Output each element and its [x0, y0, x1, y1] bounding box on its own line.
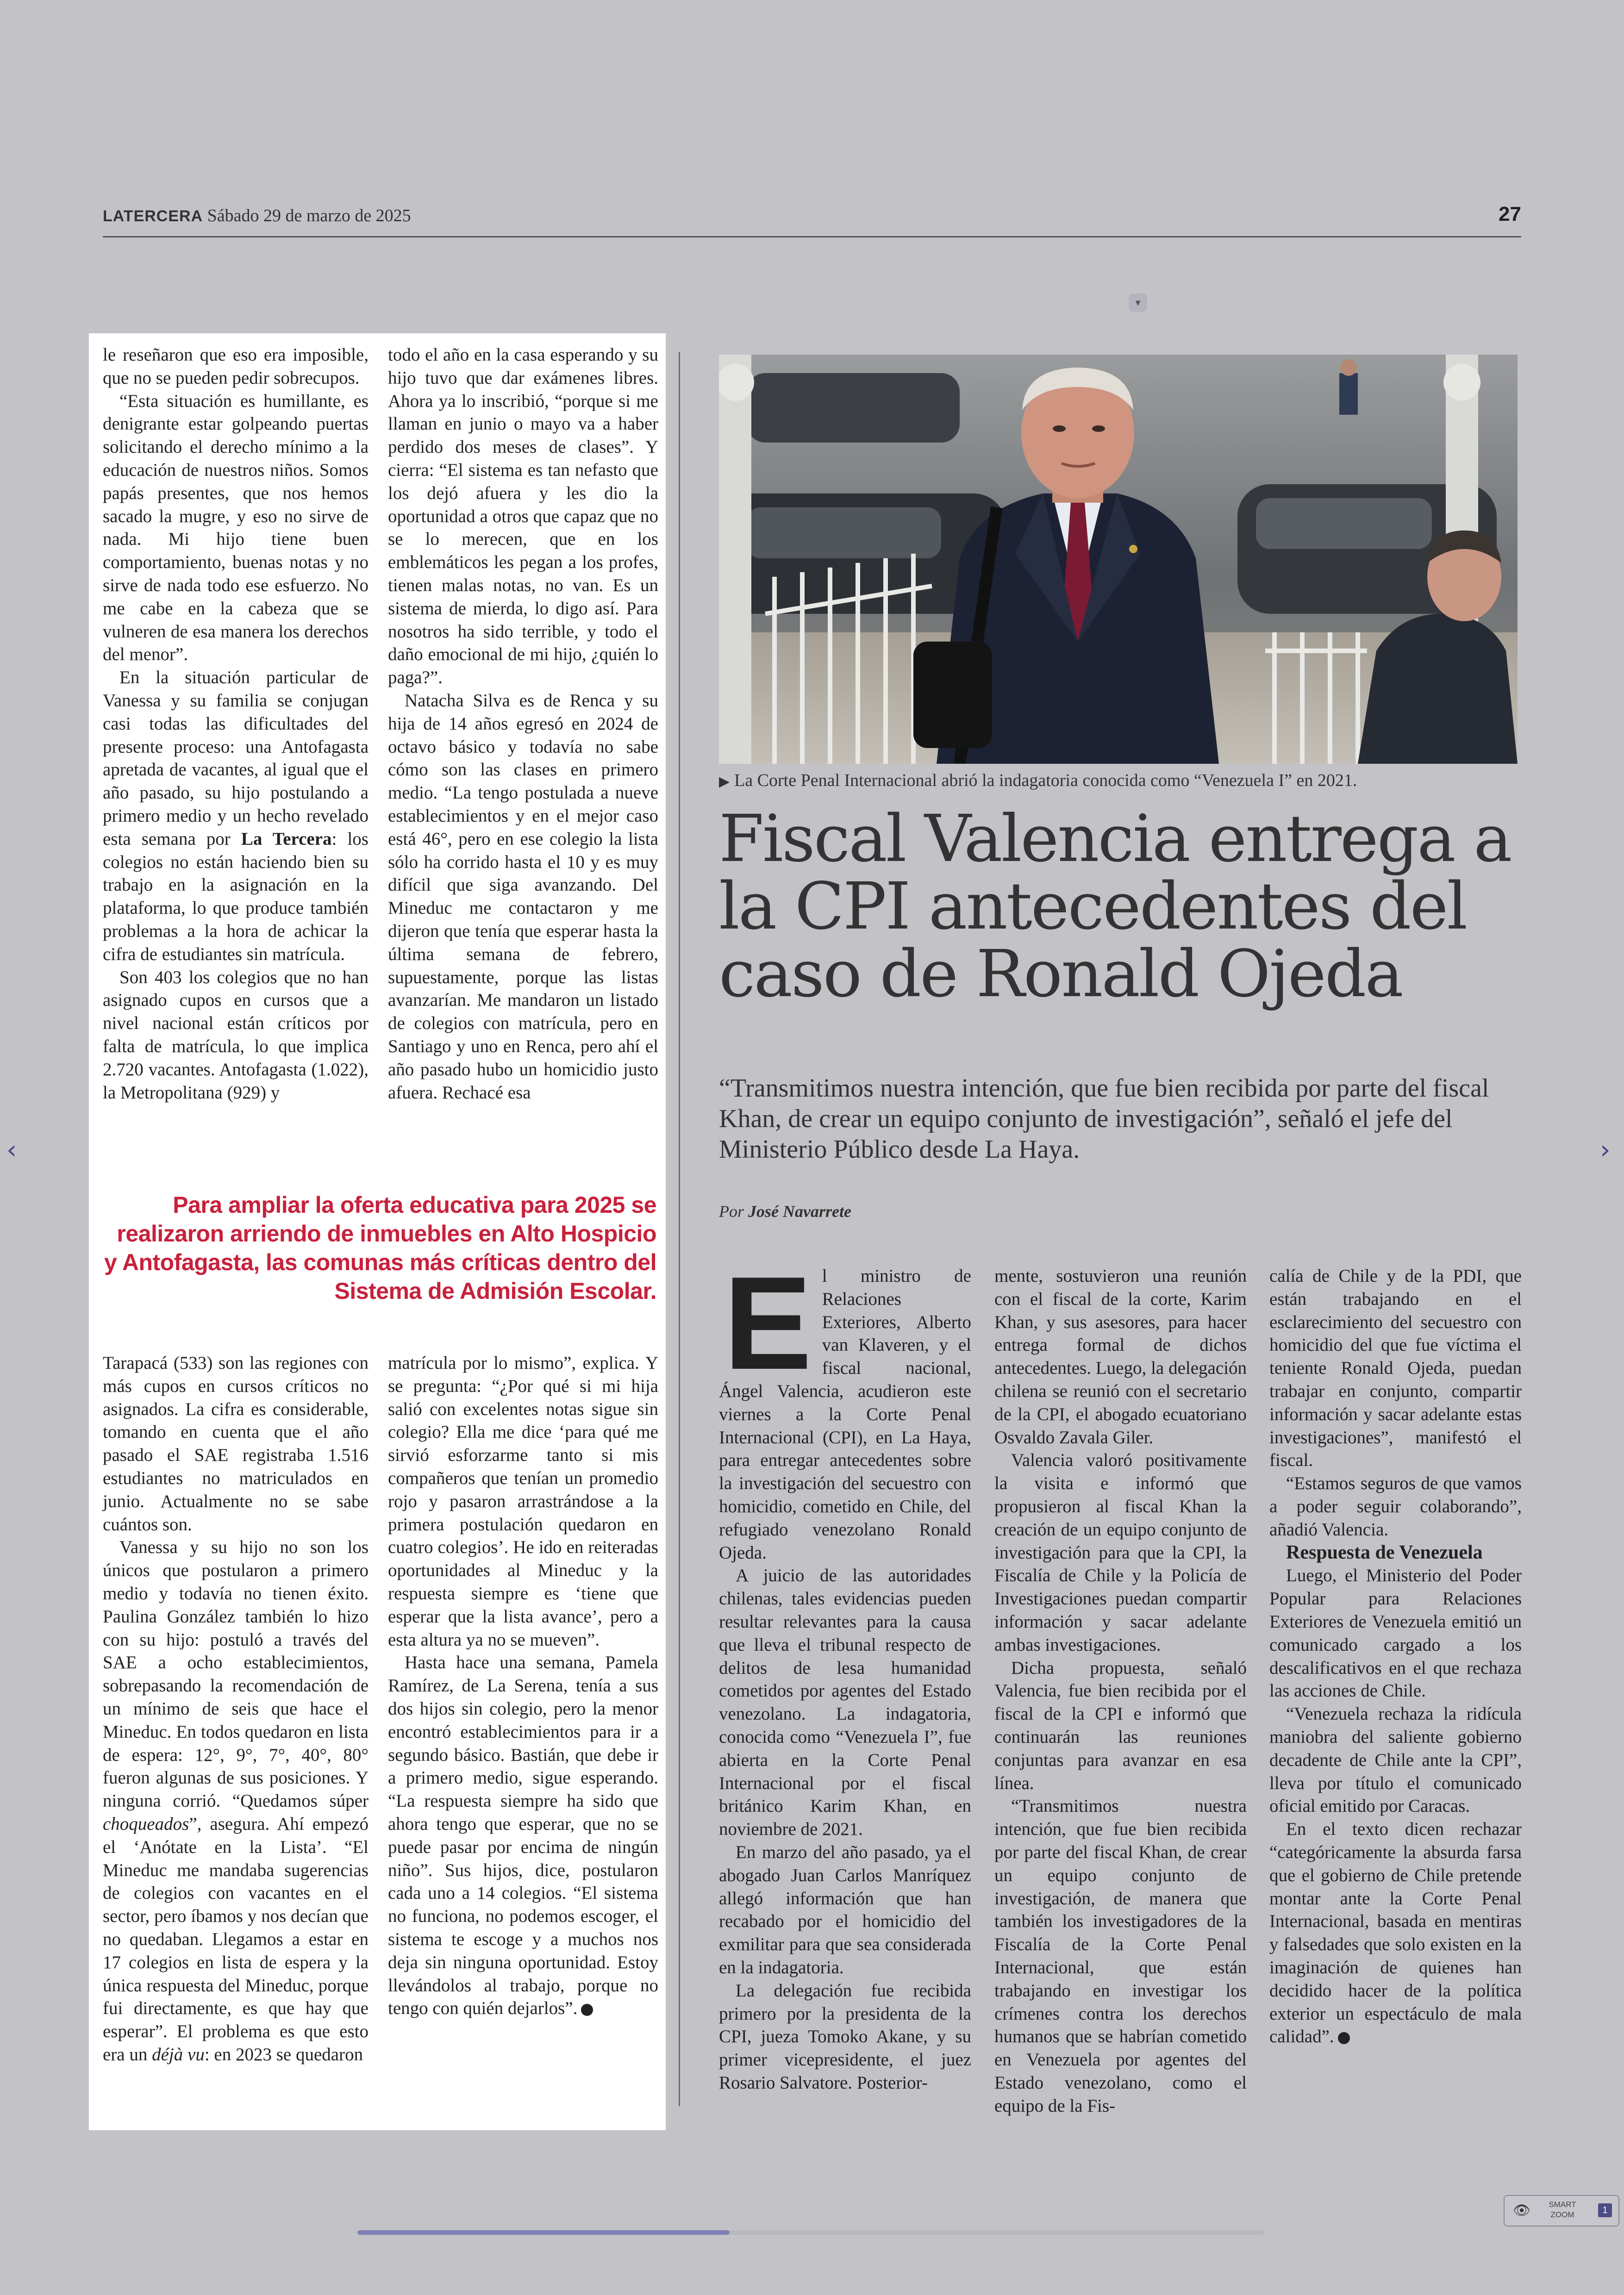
right-story-col2 [994, 1265, 1247, 2117]
paragraph: El ministro de Relaciones Exteriores, Alberto van Klaveren, y el fiscal nacional, Ángel Valencia, acudieron este viernes a la Corte Penal Internacional (CPI), en La Haya, para entregar antecedentes sobre la investigación del secuestro con homicidio, cometido en Chile, del refugiado venezolano Ronald Ojeda. [719, 1249, 971, 1563]
article-lead: “Transmitimos nuestra intención, que fue bien recibida por parte del fiscal Khan, de crear un equipo conjunto de investigación”, señaló el jefe del Ministerio Público desde La Haya. [719, 1074, 1489, 1164]
paragraph: todo el año en la casa esperando y su hijo tuvo que dar exámenes libres. Ahora ya lo inscribió, “porque si me llaman en junio o mayo va a haber perdido dos meses de clases”. Y cierra: “El sistema es tan nefasto que los dejó afuera y les dio la oportunidad a otros que capaz que no se lo merecen, que en los emblemáticos les pegan a los profes, tienen malas notas, no van. Es un sistema de mierda, lo digo así. Para nosotros ha sido terrible, y todo el daño emocional de mi hijo, ¿quién lo paga?”. [388, 345, 658, 688]
left-story-col2-top [388, 343, 658, 1104]
paragraph: La delegación fue recibida primero por la presidenta de la CPI, jueza Tomoko Akane, y su primer vicepresidente, el juez Rosario Salvatore. Posterior- [719, 1980, 971, 2093]
paragraph: Dicha propuesta, señaló Valencia, fue bien recibida por el fiscal de la CPI e informó que continuarán las reuniones conjuntas para avanzar en esa línea. [994, 1658, 1247, 1793]
article-photo [719, 355, 1518, 764]
left-story-col2-bottom [388, 1352, 658, 2020]
paragraph: Vanessa y su hijo no son los únicos que postularon a primero medio y todavía no tienen éxito. Paulina González también lo hizo con su hijo: postuló a través del SAE a ocho establecimientos, sobrepasando la recomendación de un mínimo de seis que hace el Mineduc. En todos quedaron en lista de espera: 12°, 9°, 7°, 40°, 80° fueron algunas de sus posiciones. Y ninguna corrió. “Quedamos súper choqueados”, asegura. Ahí empezó el ‘Anótate en la Lista’. “El Mineduc me mandaba sugerencias de colegios con vacantes en el sector, pero íbamos y nos decían que no quedaban. Llegamos a estar en 17 colegios en lista de espera y la única respuesta del Mineduc, porque fui directamente, es que hay que esperar”. El problema es que esto era un déjà vu: en 2023 se quedaron [103, 1537, 369, 2064]
right-story-col3 [1269, 1265, 1522, 2048]
paragraph: Luego, el Ministerio del Poder Popular para Relaciones Exteriores de Venezuela emitió un comunicado cargado a los descalificativos en el que rechaza las acciones de Chile. [1269, 1565, 1522, 1701]
paragraph: “Esta situación es humillante, es denigrante estar golpeando puertas solicitando el derecho mínimo a la educación de nuestros niños. Somos papás presentes, que nos hemos sacado la mugre, y eso no sirve de nada. Mi hijo tiene buen comportamiento, buenas notas y no sirve de nada todo ese esfuerzo. No me cabe en la cabeza que se vulneren de esa manera los derechos del menor”. [103, 391, 369, 665]
eye-icon: 👁 [1513, 2203, 1531, 2218]
page-header [103, 200, 1521, 237]
left-story-col1-bottom [103, 1352, 369, 2066]
paragraph: mente, sostuvieron una reunión con el fiscal de la corte, Karim Khan, y sus asesores, para hacer entrega formal de dichos antecedentes. Luego, la delegación chilena se reunió con el secretario de la CPI, el abogado ecuatoriano Osvaldo Zavala Giler. [994, 1266, 1247, 1447]
article-byline: Por José Navarrete [719, 1202, 851, 1221]
paragraph: le reseñaron que eso era imposible, que no se pueden pedir sobrecupos. [103, 345, 369, 388]
paragraph: calía de Chile y de la PDI, que están trabajando en el esclarecimiento del secuestro con homicidio del que fue víctima el teniente Ronald Ojeda, puedan trabajar en conjunto, compartir información y sacar adelante estas investigaciones”, manifestó el fiscal. [1269, 1266, 1522, 1471]
drop-cap: E [724, 1249, 812, 1397]
end-mark-icon [1338, 2032, 1350, 2044]
page-marker-icon[interactable]: ▾ [1129, 293, 1147, 312]
column-divider [679, 352, 680, 2106]
header-left [103, 206, 411, 226]
triangle-bullet-icon: ▶ [719, 773, 730, 790]
right-story-col1 [719, 1249, 971, 2095]
paragraph: Hasta hace una semana, Pamela Ramírez, de La Serena, tenía a sus dos hijos sin colegio, pero la menor encontró establecimientos para ir a segundo básico. Bastián, que debe ir a primero medio, sigue esperando. “La respuesta siempre ha sido que ahora tengo que esperar, que no se puede pasar por encima de ningún niño”. Sus hijos, dice, postularon cada uno a 14 colegios. “El sistema no funciona, no podemos escoger, el sistema te escoge y a muchos nos deja sin ninguna oportunidad. Estoy llevándolos al trabajo, porque no tengo con quién dejarlos”. [388, 1653, 658, 2019]
scrollbar-thumb[interactable] [357, 2230, 730, 2235]
chevron-right-icon[interactable]: › [1600, 1135, 1611, 1165]
paragraph: En marzo del año pasado, ya el abogado Juan Carlos Manríquez allegó información que han recabado por el homicidio del exmilitar para que sea considerada en la indagatoria. [719, 1842, 971, 1977]
paragraph: “Transmitimos nuestra intención, que fue bien recibida por parte del fiscal Khan, de crear un equipo conjunto de investigación, de manera que también los investigadores de la Fiscalía de la Corte Penal Internacional, que están trabajando en investigar los crímenes contra los derechos humanos que se habrían cometido en Venezuela por agentes del Estado venezolano, como el equipo de la Fis- [994, 1796, 1247, 2116]
end-mark-icon [581, 2004, 593, 2016]
header-date: Sábado 29 de marzo de 2025 [207, 206, 411, 225]
page-number: 27 [1499, 203, 1521, 225]
paragraph: “Venezuela rechaza la ridícula maniobra del saliente gobierno decadente de Chile ante la CPI”, lleva por título el comunicado oficial emitido por Caracas. [1269, 1704, 1522, 1816]
paragraph: En la situación particular de Vanessa y su familia se conjugan casi todas las dificultades del presente proceso: una Antofagasta apretada de vacantes, al igual que el año pasado, su hijo postulando a primero medio y un hecho revelado esta semana por La Tercera: los colegios no están haciendo bien su trabajo en la asignación en la plataforma, lo que produce también problemas a la hora de achicar la cifra de estudiantes sin matrícula. [103, 667, 369, 964]
brand-name: LATERCERA [103, 207, 203, 225]
author-name: José Navarrete [748, 1202, 851, 1221]
paragraph: A juicio de las autoridades chilenas, tales evidencias pueden resultar relevantes para la causa que lleva el tribunal respecto de delitos de lesa humanidad cometidos por agentes del Estado venezolano. La indagatoria, conocida como “Venezuela I”, fue abierta en la Corte Penal Internacional por el fiscal británico Karim Khan, en noviembre de 2021. [719, 1565, 971, 1840]
subheading: Respuesta de Venezuela [1286, 1541, 1483, 1563]
chevron-left-icon[interactable]: ‹ [6, 1135, 17, 1165]
paragraph: Tarapacá (533) son las regiones con más cupos en cursos críticos no asignados. La cifra es considerable, tomando en cuenta que el año pasado el SAE registraba 1.516 estudiantes no matriculados en junio. Actualmente no se sabe cuántos son. [103, 1353, 369, 1534]
article-headline: Fiscal Valencia entrega a la CPI antecedentes del caso de Ronald Ojeda [719, 801, 1511, 1012]
paragraph: “Estamos seguros de que vamos a poder seguir colaborando”, añadió Valencia. [1269, 1473, 1522, 1540]
smart-zoom-label: SMART ZOOM [1549, 2200, 1576, 2219]
paragraph: Son 403 los colegios que no han asignado cupos en cursos que a nivel nacional están críticos por falta de matrícula, lo que implica 2.720 vacantes. Antofagasta (1.022), la Metropolitana (929) y [103, 967, 369, 1103]
bold-reference: La Tercera [241, 829, 332, 849]
paragraph: matrícula por lo mismo”, explica. Y se pregunta: “¿Por qué si mi hija salió con excelentes notas sigue sin colegio? Ella me dice ‘para qué me sirvió esforzarme tanto si mis compañeros que tenían un promedio rojo y pasaron arrastrándose a la primera postulación quedaron en cuatro colegios’. He ido en reiteradas oportunidades al Mineduc y la respuesta siempre es ‘tiene que esperar que la lista avance’, pero a esta altura ya no se mueven”. [388, 1353, 658, 1650]
smart-zoom-button[interactable] [1504, 2195, 1619, 2226]
photo-caption: ▶ La Corte Penal Internacional abrió la indagatoria conocida como “Venezuela I” en 2021. [719, 771, 1357, 790]
paragraph: Valencia valoró positivamente la visita e informó que propusieron al fiscal Khan la creación de un equipo conjunto de investigación para que la CPI, la Fiscalía de Chile y la Policía de Investigaciones puedan compartir información y sacar adelante ambas investigaciones. [994, 1450, 1247, 1655]
smart-zoom-badge: 1 [1598, 2203, 1612, 2217]
paragraph: Natacha Silva es de Renca y su hija de 14 años egresó en 2024 de octavo básico y todavía no sabe cómo son las clases en primero medio. “La tengo postulada a nueve establecimientos y en el mejor caso está 46°, pero en ese colegio la lista sólo ha corrido hasta el 10 y es muy difícil que siga avanzando. Del Mineduc me contactaron y me dijeron que tenía que esperar hasta la última semana de febrero, supuestamente, porque las listas avanzarían. Me mandaron un listado de colegios con matrícula, pero en Santiago y uno en Renca, pero ahí el año pasado hubo un homicidio justo afuera. Rechacé esa [388, 690, 658, 1103]
pull-quote: Para ampliar la oferta educativa para 2025 se realizaron arriendo de inmuebles en Alto Hospicio y Antofagasta, las comunas más críticas dentro del Sistema de Admisión Escolar. [104, 1192, 656, 1304]
paragraph: En el texto dicen rechazar “categóricamente la absurda farsa que el gobierno de Chile pretende montar ante la Corte Penal Internacional, basada en mentiras y falsedades que solo existen en la imaginación de quienes han decidido hacer de la política exterior un espectáculo de mala calidad”. [1269, 1819, 1522, 2047]
left-story-col1-top [103, 343, 369, 1104]
